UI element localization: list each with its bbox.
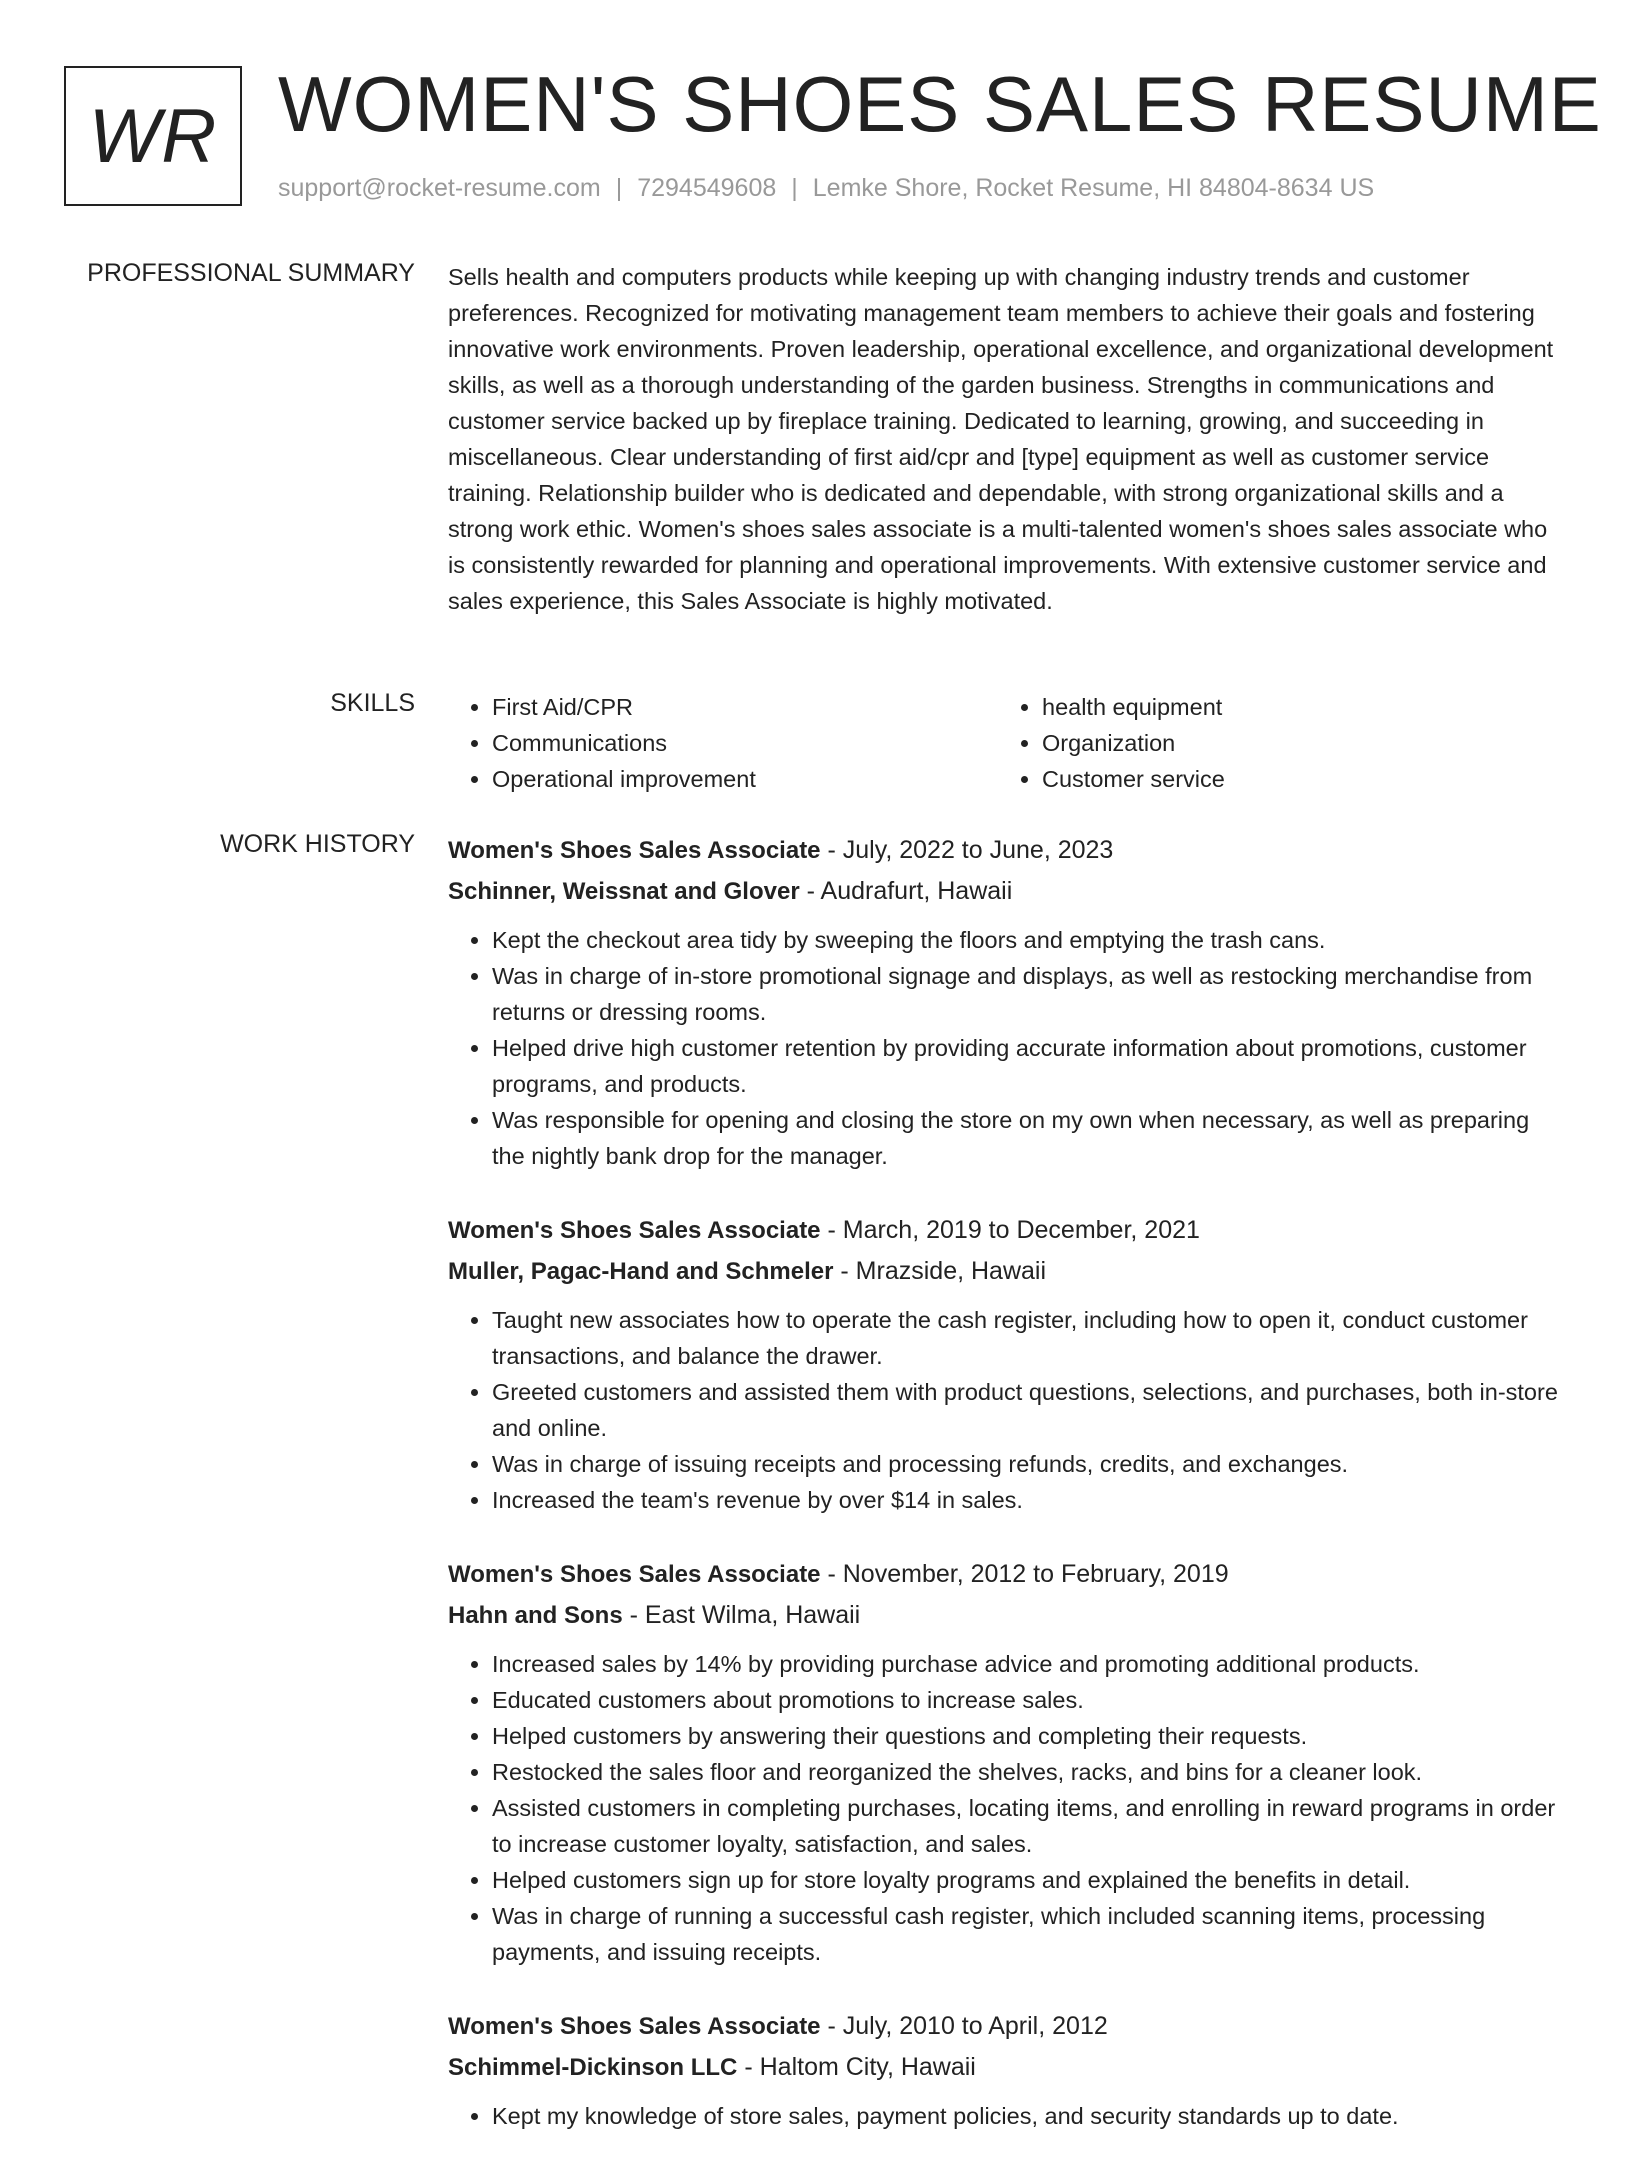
job-duty: • Assisted customers in completing purchases, locating items, and enrolling in reward programs in order to increase customer loyalty, satisfaction, and sales. xyxy=(492,1790,1568,1862)
job-title-line xyxy=(448,1554,1568,1595)
job-duty: • Taught new associates how to operate the cash register, including how to open it, conduct customer transactions, and balance the drawer. xyxy=(492,1302,1568,1374)
job-duty: • Increased the team's revenue by over $14 in sales. xyxy=(492,1482,1568,1518)
job-duty: • Was in charge of in-store promotional signage and displays, as well as restocking merchandise from returns or dressing rooms. xyxy=(492,958,1568,1030)
job-duty: • Kept the checkout area tidy by sweeping the floors and emptying the trash cans. xyxy=(492,922,1568,958)
skills-column-right xyxy=(998,689,1548,797)
contact-separator: | xyxy=(615,174,623,202)
summary-text: Sells health and computers products while keeping up with changing industry trends and customer preferences. Recognized for motivating management team members to achieve their goals and fostering innovative work environments. Proven leadership, operational excellence, and organizational development skills, as well as a thorough understanding of the garden business. Strengths in communications and customer service backed up by fireplace training. Dedicated to learning, growing, and succeeding in miscellaneous. Clear understanding of first aid/cpr and [type] equipment as well as customer service training. Relationship builder who is dedicated and dependable, with strong organizational skills and a strong work ethic. Women's shoes sales associate is a multi-talented women's shoes sales associate who is consistently rewarded for planning and operational improvements. With extensive customer service and sales experience, this Sales Associate is highly motivated. xyxy=(448,264,1554,614)
job-title-line xyxy=(448,1210,1568,1251)
skill-item: • Operational improvement xyxy=(492,761,998,797)
job-dates: - July, 2022 to June, 2023 xyxy=(827,836,1114,864)
job-duty: • Was in charge of running a successful cash register, which included scanning items, processing payments, and issuing receipts. xyxy=(492,1898,1568,1970)
job-location: - Mrazside, Hawaii xyxy=(840,1257,1047,1285)
job-location: - East Wilma, Hawaii xyxy=(629,1601,861,1629)
contact-address: Lemke Shore, Rocket Resume, HI 84804-8634 US xyxy=(812,174,1375,202)
job-duty: • Helped customers sign up for store loyalty programs and explained the benefits in detail. xyxy=(492,1862,1568,1898)
job-entry xyxy=(448,830,1568,1174)
job-entry xyxy=(448,2006,1568,2134)
skill-item: • Communications xyxy=(492,725,998,761)
job-location: - Audrafurt, Hawaii xyxy=(806,877,1013,905)
job-title: Women's Shoes Sales Associate xyxy=(448,837,821,864)
job-title-line xyxy=(448,830,1568,871)
job-entry xyxy=(448,1210,1568,1518)
job-duty: • Helped drive high customer retention by providing accurate information about promotions, customer programs, and products. xyxy=(492,1030,1568,1102)
skills-list xyxy=(448,689,1568,797)
job-title-line xyxy=(448,2006,1568,2047)
contact-separator: | xyxy=(791,174,798,202)
skill-item: • Customer service xyxy=(1042,761,1548,797)
job-duty: • Was in charge of issuing receipts and processing refunds, credits, and exchanges. xyxy=(492,1446,1568,1482)
job-dates: - November, 2012 to February, 2019 xyxy=(827,1560,1229,1588)
job-duty: • Helped customers by answering their questions and completing their requests. xyxy=(492,1718,1568,1754)
job-duty: • Restocked the sales floor and reorganized the shelves, racks, and bins for a cleaner look. xyxy=(492,1754,1568,1790)
job-company-line xyxy=(448,2047,1568,2088)
job-company: Schinner, Weissnat and Glover xyxy=(448,878,800,905)
skill-item: • health equipment xyxy=(1042,689,1548,725)
job-location: - Haltom City, Hawaii xyxy=(744,2053,976,2081)
job-title: Women's Shoes Sales Associate xyxy=(448,2013,821,2040)
job-duty: • Greeted customers and assisted them with product questions, selections, and purchases, both in-store and online. xyxy=(492,1374,1568,1446)
resume-title: WOMEN'S SHOES SALES RESUME xyxy=(278,60,1602,148)
job-company-line xyxy=(448,1595,1568,1636)
job-dates: - July, 2010 to April, 2012 xyxy=(827,2012,1108,2040)
skill-item: • Organization xyxy=(1042,725,1548,761)
job-company: Schimmel-Dickinson LLC xyxy=(448,2054,738,2081)
job-company: Hahn and Sons xyxy=(448,1602,623,1629)
job-entry xyxy=(448,1554,1568,1970)
contact-line xyxy=(278,174,1374,203)
skills-heading: SKILLS xyxy=(330,689,415,717)
skill-item: • First Aid/CPR xyxy=(492,689,998,725)
job-title: Women's Shoes Sales Associate xyxy=(448,1217,821,1244)
job-company-line xyxy=(448,871,1568,912)
job-duties xyxy=(448,1302,1568,1518)
skills-column-left xyxy=(448,689,998,797)
monogram-logo: WR xyxy=(64,66,242,206)
job-duty: • Increased sales by 14% by providing purchase advice and promoting additional products. xyxy=(492,1646,1568,1682)
job-duty: • Was responsible for opening and closing the store on my own when necessary, as well as preparing the nightly bank drop for the manager. xyxy=(492,1102,1568,1174)
job-title: Women's Shoes Sales Associate xyxy=(448,1561,821,1588)
job-duty: • Educated customers about promotions to increase sales. xyxy=(492,1682,1568,1718)
contact-email: support@rocket-resume.com xyxy=(278,174,601,202)
job-dates: - March, 2019 to December, 2021 xyxy=(827,1216,1200,1244)
job-duty: • Kept my knowledge of store sales, payment policies, and security standards up to date. xyxy=(492,2098,1568,2134)
job-duties xyxy=(448,922,1568,1174)
work-history-heading: WORK HISTORY xyxy=(220,830,415,858)
contact-phone: 7294549608 xyxy=(637,174,777,202)
summary-heading: PROFESSIONAL SUMMARY xyxy=(87,259,415,287)
job-duties xyxy=(448,1646,1568,1970)
job-company: Muller, Pagac-Hand and Schmeler xyxy=(448,1258,834,1285)
job-duties xyxy=(448,2098,1568,2134)
job-company-line xyxy=(448,1251,1568,1292)
